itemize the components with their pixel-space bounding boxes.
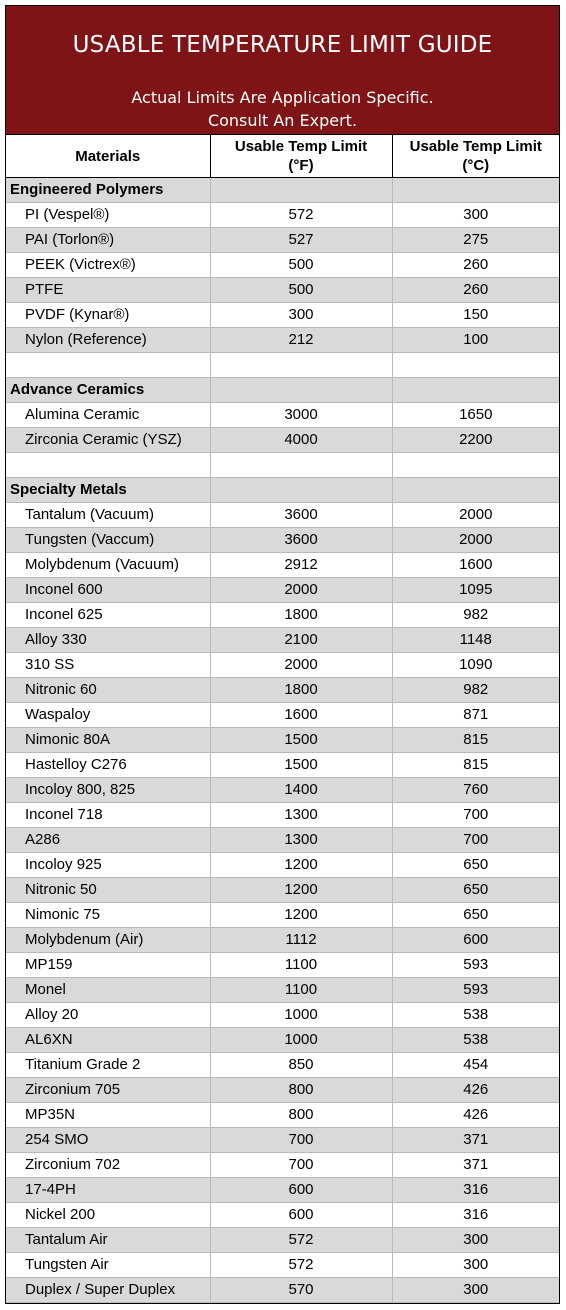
section-blank-cell (392, 378, 559, 403)
material-name: Alloy 330 (6, 628, 210, 653)
header-materials: Materials (6, 135, 210, 178)
temp-fahrenheit: 1112 (210, 928, 392, 953)
table-row (6, 1028, 559, 1053)
temp-fahrenheit: 800 (210, 1103, 392, 1128)
temp-celsius: 426 (392, 1078, 559, 1103)
material-name: Inconel 600 (6, 578, 210, 603)
temp-celsius: 700 (392, 828, 559, 853)
temp-fahrenheit: 1000 (210, 1003, 392, 1028)
disclaimer-line-2: Consult An Expert. (207, 111, 358, 130)
section-blank-cell (210, 378, 392, 403)
temp-fahrenheit: 1500 (210, 728, 392, 753)
table-row (6, 1228, 559, 1253)
material-name: Incoloy 800, 825 (6, 778, 210, 803)
material-name: MP35N (6, 1103, 210, 1128)
temp-celsius: 982 (392, 678, 559, 703)
temp-fahrenheit: 3000 (210, 403, 392, 428)
temp-fahrenheit: 700 (210, 1128, 392, 1153)
temp-fahrenheit: 300 (210, 303, 392, 328)
temp-celsius: 538 (392, 1028, 559, 1053)
header-celsius-line-1: Usable Temp Limit (409, 138, 542, 155)
temp-fahrenheit: 1800 (210, 678, 392, 703)
temp-celsius: 700 (392, 803, 559, 828)
table-row (6, 953, 559, 978)
table-row (6, 928, 559, 953)
table-row (6, 1078, 559, 1103)
temp-fahrenheit: 1200 (210, 903, 392, 928)
temp-celsius: 260 (392, 278, 559, 303)
temp-celsius: 650 (392, 903, 559, 928)
temp-fahrenheit: 572 (210, 1228, 392, 1253)
table-row (6, 403, 559, 428)
material-name: Inconel 718 (6, 803, 210, 828)
table-row (6, 1278, 559, 1303)
temp-celsius: 593 (392, 953, 559, 978)
table-row (6, 853, 559, 878)
temp-fahrenheit: 572 (210, 203, 392, 228)
temp-fahrenheit: 2912 (210, 553, 392, 578)
table-row (6, 428, 559, 453)
material-name: Nimonic 75 (6, 903, 210, 928)
temp-celsius: 300 (392, 1228, 559, 1253)
disclaimer-line-1: Actual Limits Are Application Specific. (131, 88, 434, 107)
temp-fahrenheit: 700 (210, 1153, 392, 1178)
section-blank-cell (392, 178, 559, 203)
temp-fahrenheit: 1600 (210, 703, 392, 728)
table-row (6, 203, 559, 228)
material-name: MP159 (6, 953, 210, 978)
temp-celsius: 454 (392, 1053, 559, 1078)
table-row (6, 653, 559, 678)
material-name: Molybdenum (Air) (6, 928, 210, 953)
section-title: Specialty Metals (6, 478, 210, 503)
temp-fahrenheit: 1100 (210, 953, 392, 978)
temp-fahrenheit: 1000 (210, 1028, 392, 1053)
temp-fahrenheit: 4000 (210, 428, 392, 453)
temp-fahrenheit: 2000 (210, 653, 392, 678)
material-name: Tungsten Air (6, 1253, 210, 1278)
header-fahrenheit-line-2: (°F) (288, 157, 314, 174)
material-name: Alloy 20 (6, 1003, 210, 1028)
temp-celsius: 1090 (392, 653, 559, 678)
table-row (6, 603, 559, 628)
temp-celsius: 1600 (392, 553, 559, 578)
temp-celsius: 371 (392, 1153, 559, 1178)
material-name: Duplex / Super Duplex (6, 1278, 210, 1303)
temp-celsius: 871 (392, 703, 559, 728)
header-fahrenheit-line-1: Usable Temp Limit (234, 138, 368, 155)
table-row (6, 628, 559, 653)
header-celsius-line-2: (°C) (462, 157, 490, 174)
temp-celsius: 650 (392, 853, 559, 878)
material-name: Zirconium 702 (6, 1153, 210, 1178)
temp-fahrenheit: 3600 (210, 528, 392, 553)
temp-celsius: 150 (392, 303, 559, 328)
table-row (6, 703, 559, 728)
material-name: A286 (6, 828, 210, 853)
spacer-cell (210, 353, 392, 378)
temp-celsius: 316 (392, 1203, 559, 1228)
table-row (6, 278, 559, 303)
temp-celsius: 760 (392, 778, 559, 803)
temp-celsius: 538 (392, 1003, 559, 1028)
material-name: Nitronic 50 (6, 878, 210, 903)
material-name: Zirconia Ceramic (YSZ) (6, 428, 210, 453)
section-title: Advance Ceramics (6, 378, 210, 403)
table-row (6, 978, 559, 1003)
table-row (6, 253, 559, 278)
section-blank-cell (210, 478, 392, 503)
material-name: Nylon (Reference) (6, 328, 210, 353)
spacer-row (6, 453, 559, 478)
table-row (6, 1003, 559, 1028)
temp-fahrenheit: 1100 (210, 978, 392, 1003)
table-row (6, 678, 559, 703)
table-row (6, 528, 559, 553)
temp-celsius: 815 (392, 728, 559, 753)
temp-fahrenheit: 2100 (210, 628, 392, 653)
material-name: 310 SS (6, 653, 210, 678)
temp-celsius: 316 (392, 1178, 559, 1203)
material-name: Titanium Grade 2 (6, 1053, 210, 1078)
temp-celsius: 650 (392, 878, 559, 903)
temperature-table (6, 135, 559, 1303)
material-name: Molybdenum (Vacuum) (6, 553, 210, 578)
spacer-cell (210, 453, 392, 478)
spacer-cell (6, 353, 210, 378)
material-name: 254 SMO (6, 1128, 210, 1153)
temp-celsius: 2000 (392, 528, 559, 553)
section-title: Engineered Polymers (6, 178, 210, 203)
material-name: Nickel 200 (6, 1203, 210, 1228)
temp-celsius: 982 (392, 603, 559, 628)
temp-fahrenheit: 600 (210, 1178, 392, 1203)
temp-fahrenheit: 800 (210, 1078, 392, 1103)
material-name: Waspaloy (6, 703, 210, 728)
temp-fahrenheit: 1200 (210, 853, 392, 878)
material-name: Tantalum Air (6, 1228, 210, 1253)
temp-celsius: 300 (392, 1278, 559, 1303)
material-name: PI (Vespel®) (6, 203, 210, 228)
spacer-cell (392, 453, 559, 478)
material-name: PAI (Torlon®) (6, 228, 210, 253)
temp-celsius: 426 (392, 1103, 559, 1128)
disclaimer (6, 86, 559, 132)
temp-fahrenheit: 500 (210, 253, 392, 278)
temp-fahrenheit: 3600 (210, 503, 392, 528)
material-name: Tungsten (Vaccum) (6, 528, 210, 553)
material-name: Alumina Ceramic (6, 403, 210, 428)
temp-fahrenheit: 212 (210, 328, 392, 353)
temp-fahrenheit: 1300 (210, 803, 392, 828)
temp-celsius: 593 (392, 978, 559, 1003)
table-row (6, 1203, 559, 1228)
material-name: AL6XN (6, 1028, 210, 1053)
temp-celsius: 1095 (392, 578, 559, 603)
table-row (6, 753, 559, 778)
material-name: Tantalum (Vacuum) (6, 503, 210, 528)
temp-celsius: 275 (392, 228, 559, 253)
section-header-row (6, 178, 559, 203)
temp-celsius: 300 (392, 203, 559, 228)
table-row (6, 553, 559, 578)
temp-fahrenheit: 1300 (210, 828, 392, 853)
temp-celsius: 600 (392, 928, 559, 953)
table-row (6, 1053, 559, 1078)
material-name: Incoloy 925 (6, 853, 210, 878)
table-row (6, 1103, 559, 1128)
spacer-cell (392, 353, 559, 378)
page-title: USABLE TEMPERATURE LIMIT GUIDE (72, 32, 493, 58)
material-name: PVDF (Kynar®) (6, 303, 210, 328)
temperature-guide (5, 5, 560, 1304)
header-celsius (392, 135, 559, 178)
temp-fahrenheit: 570 (210, 1278, 392, 1303)
temp-fahrenheit: 2000 (210, 578, 392, 603)
section-blank-cell (210, 178, 392, 203)
table-row (6, 1253, 559, 1278)
table-body (6, 178, 559, 1303)
temp-fahrenheit: 500 (210, 278, 392, 303)
temp-fahrenheit: 1800 (210, 603, 392, 628)
header-row (6, 135, 559, 178)
section-header-row (6, 378, 559, 403)
temp-fahrenheit: 1400 (210, 778, 392, 803)
material-name: Hastelloy C276 (6, 753, 210, 778)
table-row (6, 1178, 559, 1203)
table-row (6, 328, 559, 353)
temp-celsius: 1650 (392, 403, 559, 428)
section-header-row (6, 478, 559, 503)
material-name: Nitronic 60 (6, 678, 210, 703)
temp-celsius: 1148 (392, 628, 559, 653)
material-name: Nimonic 80A (6, 728, 210, 753)
material-name: Zirconium 705 (6, 1078, 210, 1103)
temp-celsius: 300 (392, 1253, 559, 1278)
material-name: PTFE (6, 278, 210, 303)
temp-celsius: 260 (392, 253, 559, 278)
table-row (6, 728, 559, 753)
table-row (6, 778, 559, 803)
spacer-row (6, 353, 559, 378)
temp-celsius: 2000 (392, 503, 559, 528)
table-row (6, 803, 559, 828)
temp-fahrenheit: 850 (210, 1053, 392, 1078)
table-row (6, 828, 559, 853)
temp-celsius: 371 (392, 1128, 559, 1153)
table-row (6, 878, 559, 903)
temp-fahrenheit: 527 (210, 228, 392, 253)
table-row (6, 503, 559, 528)
material-name: 17-4PH (6, 1178, 210, 1203)
material-name: Monel (6, 978, 210, 1003)
table-row (6, 903, 559, 928)
section-blank-cell (392, 478, 559, 503)
table-row (6, 1153, 559, 1178)
table-row (6, 1128, 559, 1153)
table-row (6, 228, 559, 253)
table-row (6, 578, 559, 603)
temp-fahrenheit: 1200 (210, 878, 392, 903)
material-name: PEEK (Victrex®) (6, 253, 210, 278)
temp-celsius: 100 (392, 328, 559, 353)
temp-celsius: 2200 (392, 428, 559, 453)
material-name: Inconel 625 (6, 603, 210, 628)
temp-celsius: 815 (392, 753, 559, 778)
spacer-cell (6, 453, 210, 478)
temp-fahrenheit: 1500 (210, 753, 392, 778)
temp-fahrenheit: 600 (210, 1203, 392, 1228)
title-banner (6, 6, 559, 135)
table-row (6, 303, 559, 328)
header-fahrenheit (210, 135, 392, 178)
temp-fahrenheit: 572 (210, 1253, 392, 1278)
